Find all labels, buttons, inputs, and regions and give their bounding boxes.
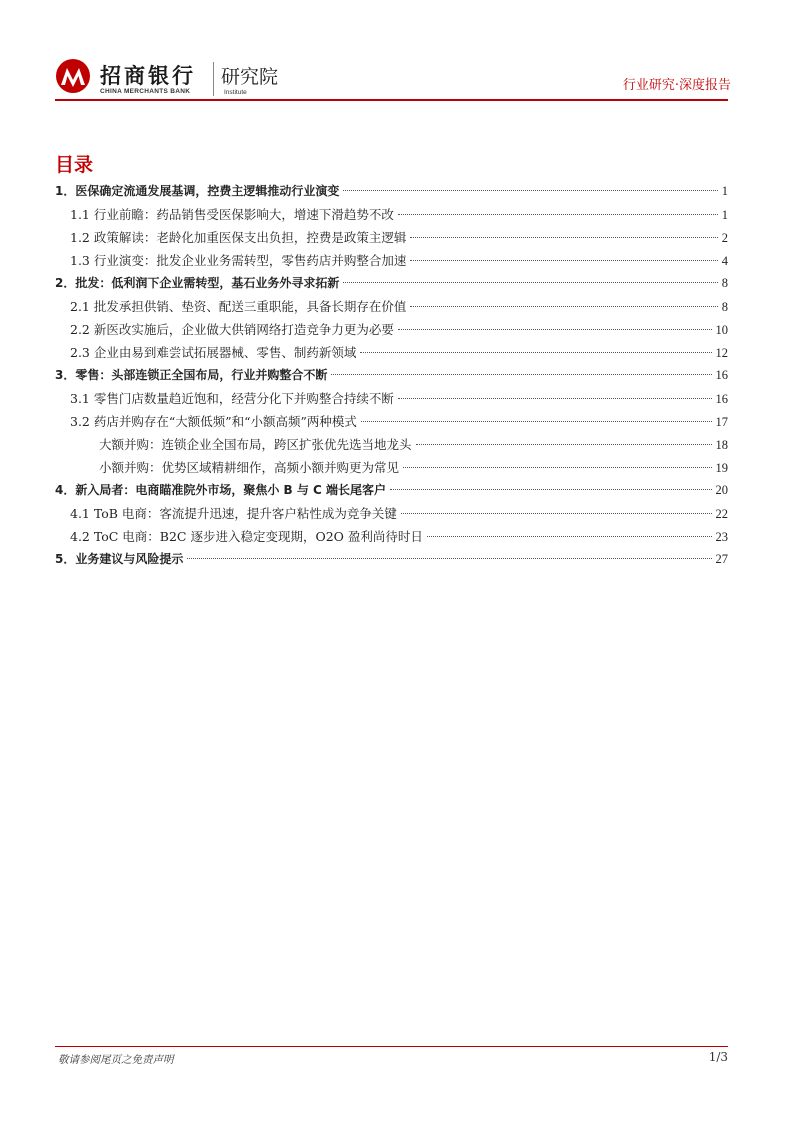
toc-entry[interactable] [55,180,728,203]
toc-entry-page: 10 [715,323,728,337]
toc-entry[interactable] [55,502,728,525]
institute-name-en: Institute [224,89,247,96]
toc-entry-text: 3．零售：头部连锁正全国布局，行业并购整合不断 [55,368,328,382]
footer-disclaimer: 敬请参阅尾页之免责声明 [58,1054,174,1066]
toc-entry-text: 2.2 新医改实施后，企业做大供销网络打造竞争力更为必要 [70,322,394,337]
toc-entry[interactable] [55,249,728,272]
toc-entry-page: 2 [721,231,728,245]
toc-entry-page: 16 [715,392,728,406]
toc-entry-text: 2.3 企业由易到难尝试拓展器械、零售、制药新领域 [70,345,357,360]
page-header [0,0,793,100]
toc-leader-dots [343,282,717,283]
toc-entry[interactable] [55,295,728,318]
toc-leader-dots [390,489,711,490]
toc-leader-dots [410,260,717,261]
toc-leader-dots [361,421,712,422]
toc-entry[interactable] [55,548,728,571]
toc-entry[interactable] [55,203,728,226]
toc-leader-dots [343,190,717,191]
toc-entry-page: 18 [715,438,728,452]
toc-entry[interactable] [55,226,728,249]
toc-entry-page: 1 [721,184,728,198]
toc-entry-page: 4 [721,254,728,268]
toc-entry-page: 17 [715,415,728,429]
toc-leader-dots [360,352,711,353]
toc-entry[interactable] [55,364,728,387]
toc-leader-dots [187,558,711,559]
toc-entry-text: 4．新入局者：电商瞄准院外市场，聚焦小 B 与 C 端长尾客户 [55,483,387,497]
toc-entry-text: 1.1 行业前瞻：药品销售受医保影响大，增速下滑趋势不改 [70,207,394,222]
toc-title: 目录 [55,154,94,176]
logo-divider [213,62,214,96]
toc-entry-text: 4.2 ToC 电商：B2C 逐步进入稳定变现期，O2O 盈利尚待时日 [70,529,423,544]
toc-leader-dots [403,467,711,468]
page-number: 1/3 [708,1050,728,1064]
toc-entry-text: 1．医保确定流通发展基调，控费主逻辑推动行业演变 [55,184,340,198]
toc-leader-dots [410,306,717,307]
toc-leader-dots [401,513,712,514]
toc-entry[interactable] [55,525,728,548]
institute-name: 研究院 [221,66,279,88]
toc-leader-dots [398,398,712,399]
toc-entry-text: 5．业务建议与风险提示 [55,552,184,566]
toc-entry-page: 12 [715,346,728,360]
toc-entry-text: 1.2 政策解读：老龄化加重医保支出负担，控费是政策主逻辑 [70,230,407,245]
toc-entry-page: 27 [715,552,728,566]
toc-entry-page: 16 [715,368,728,382]
toc-entry-page: 1 [721,208,728,222]
toc-entry[interactable] [55,433,728,456]
toc-leader-dots [416,444,712,445]
toc-entry-page: 23 [715,530,728,544]
toc-entry-page: 22 [715,507,728,521]
toc-entry-text: 4.1 ToB 电商：客流提升迅速，提升客户粘性成为竞争关键 [70,506,397,521]
toc-entry-text: 3.2 药店并购存在“大额低频”和“小额高频”两种模式 [70,414,357,429]
footer-divider [55,1046,728,1047]
toc-entry-text: 2．批发：低利润下企业需转型，基石业务外寻求拓新 [55,276,340,290]
toc-entry[interactable] [55,410,728,433]
cmb-logo-icon [55,58,91,94]
toc-entry[interactable] [55,272,728,295]
bank-name: 招商银行 [100,64,196,88]
report-type: 行业研究·深度报告 [622,78,731,93]
toc-entry-text: 1.3 行业演变：批发企业业务需转型，零售药店并购整合加速 [70,253,407,268]
toc-entry-text: 2.1 批发承担供销、垫资、配送三重职能，具备长期存在价值 [70,299,407,314]
bank-name-en: CHINA MERCHANTS BANK [100,88,191,95]
toc-entry[interactable] [55,318,728,341]
toc-entry-page: 19 [715,461,728,475]
toc-leader-dots [410,237,717,238]
toc-entry-page: 8 [721,276,728,290]
toc-entry-page: 8 [721,300,728,314]
toc-entry-text: 3.1 零售门店数量趋近饱和，经营分化下并购整合持续不断 [70,391,394,406]
header-divider [55,99,728,101]
toc-entry[interactable] [55,387,728,410]
toc-leader-dots [398,329,712,330]
toc-entry[interactable] [55,341,728,364]
toc-leader-dots [427,536,712,537]
table-of-contents [55,180,728,571]
toc-entry[interactable] [55,479,728,502]
toc-leader-dots [331,374,711,375]
toc-entry-page: 20 [715,483,728,497]
toc-leader-dots [398,214,718,215]
toc-entry[interactable] [55,456,728,479]
toc-entry-text: 大额并购：连锁企业全国布局，跨区扩张优先选当地龙头 [99,437,412,452]
toc-entry-text: 小额并购：优势区域精耕细作，高频小额并购更为常见 [99,460,400,475]
